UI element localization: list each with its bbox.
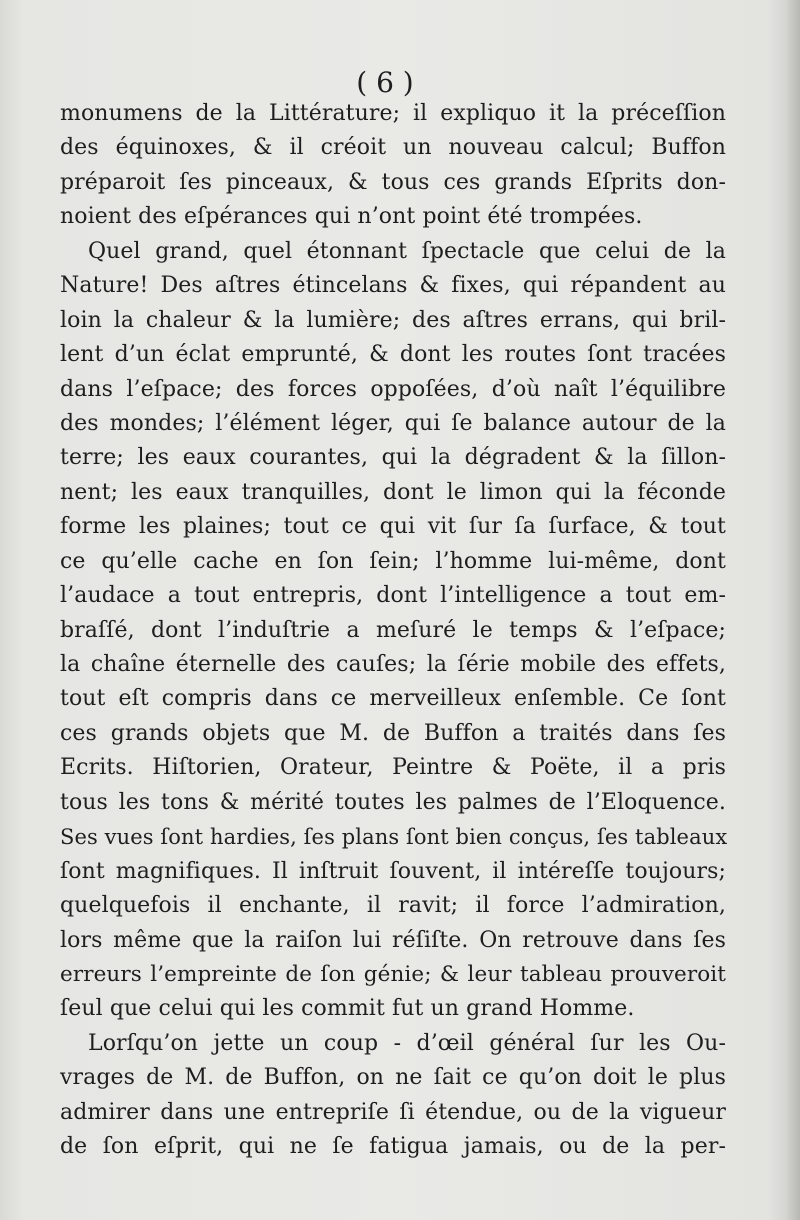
text-line: forme les plaines; tout ce qui vit ſur ſa ſurface, & tout bbox=[60, 514, 726, 540]
paragraph-1 bbox=[60, 97, 726, 235]
text-line: des équinoxes, & il créoit un nouveau calcul; Buffon bbox=[60, 135, 726, 161]
text-line: Lorſqu’on jette un coup - d’œil général ſur les Ou- bbox=[88, 1030, 726, 1056]
text-line: nent; les eaux tranquilles, dont le limon qui la féconde bbox=[60, 479, 726, 505]
text-line: Ecrits. Hiſtorien, Orateur, Peintre & Poëte, il a pris bbox=[60, 755, 726, 781]
text-line: préparoit ſes pinceaux, & tous ces grands Eſprits don- bbox=[60, 169, 726, 195]
body-text bbox=[60, 97, 726, 1165]
text-line: quelquefois il enchante, il ravit; il force l’admiration, bbox=[60, 893, 726, 919]
text-line: des mondes; l’élément léger, qui ſe balance autour de la bbox=[60, 410, 726, 436]
paragraph-2 bbox=[60, 235, 726, 1027]
text-line: braſſé, dont l’induſtrie a meſuré le temps & l’eſpace; bbox=[60, 617, 726, 643]
text-line: l’audace a tout entrepris, dont l’intelligence a tout em- bbox=[60, 583, 726, 609]
text-line: ce qu’elle cache en ſon ſein; l’homme lui-même, dont bbox=[60, 548, 726, 574]
paragraph-3 bbox=[60, 1027, 726, 1165]
text-line: noient des eſpérances qui n’ont point été trompées. bbox=[60, 204, 643, 230]
page-number: ( 6 ) bbox=[356, 66, 414, 99]
text-line: la chaîne éternelle des cauſes; la ſérie mobile des effets, bbox=[60, 652, 726, 677]
text-line: tous les tons & mérité toutes les palmes de l’Eloquence. bbox=[60, 789, 726, 815]
page-edge-shadow bbox=[786, 0, 800, 1220]
text-line: de ſon eſprit, qui ne ſe fatigua jamais, ou de la per- bbox=[60, 1134, 726, 1160]
text-line: admirer dans une entrepriſe ſi étendue, ou de la vigueur bbox=[60, 1099, 726, 1125]
text-line: vrages de M. de Buffon, on ne ſait ce qu’on doit le plus bbox=[60, 1065, 726, 1091]
text-line: terre; les eaux courantes, qui la dégradent & la ſillon- bbox=[60, 445, 726, 471]
text-line: lent d’un éclat emprunté, & dont les routes ſont tracées bbox=[60, 342, 726, 368]
text-line: Ses vues ſont hardies, ſes plans ſont bien conçus, ſes tableaux bbox=[60, 825, 728, 850]
text-line: loin la chaleur & la lumière; des aſtres errans, qui bril- bbox=[60, 307, 726, 333]
text-line: tout eſt compris dans ce merveilleux enſemble. Ce ſont bbox=[60, 686, 726, 712]
text-line: ſeul que celui qui les commit fut un grand Homme. bbox=[60, 996, 635, 1022]
text-line: Nature! Des aſtres étincelans & fixes, qui répandent au bbox=[60, 273, 726, 299]
text-line: Quel grand, quel étonnant ſpectacle que celui de la bbox=[88, 238, 726, 264]
text-line: monumens de la Littérature; il expliquo it la préceſſion bbox=[60, 101, 726, 126]
text-line: ſont magnifiques. Il inſtruit ſouvent, il intéreſſe toujours; bbox=[60, 858, 726, 884]
text-line: erreurs l’empreinte de ſon génie; & leur tableau prouveroit bbox=[60, 961, 726, 987]
text-line: lors même que la raiſon lui réſiſte. On retrouve dans ſes bbox=[60, 927, 726, 953]
text-line: ces grands objets que M. de Buffon a traités dans ſes bbox=[60, 720, 726, 746]
text-line: dans l’eſpace; des forces oppoſées, d’où naît l’équilibre bbox=[60, 376, 726, 402]
